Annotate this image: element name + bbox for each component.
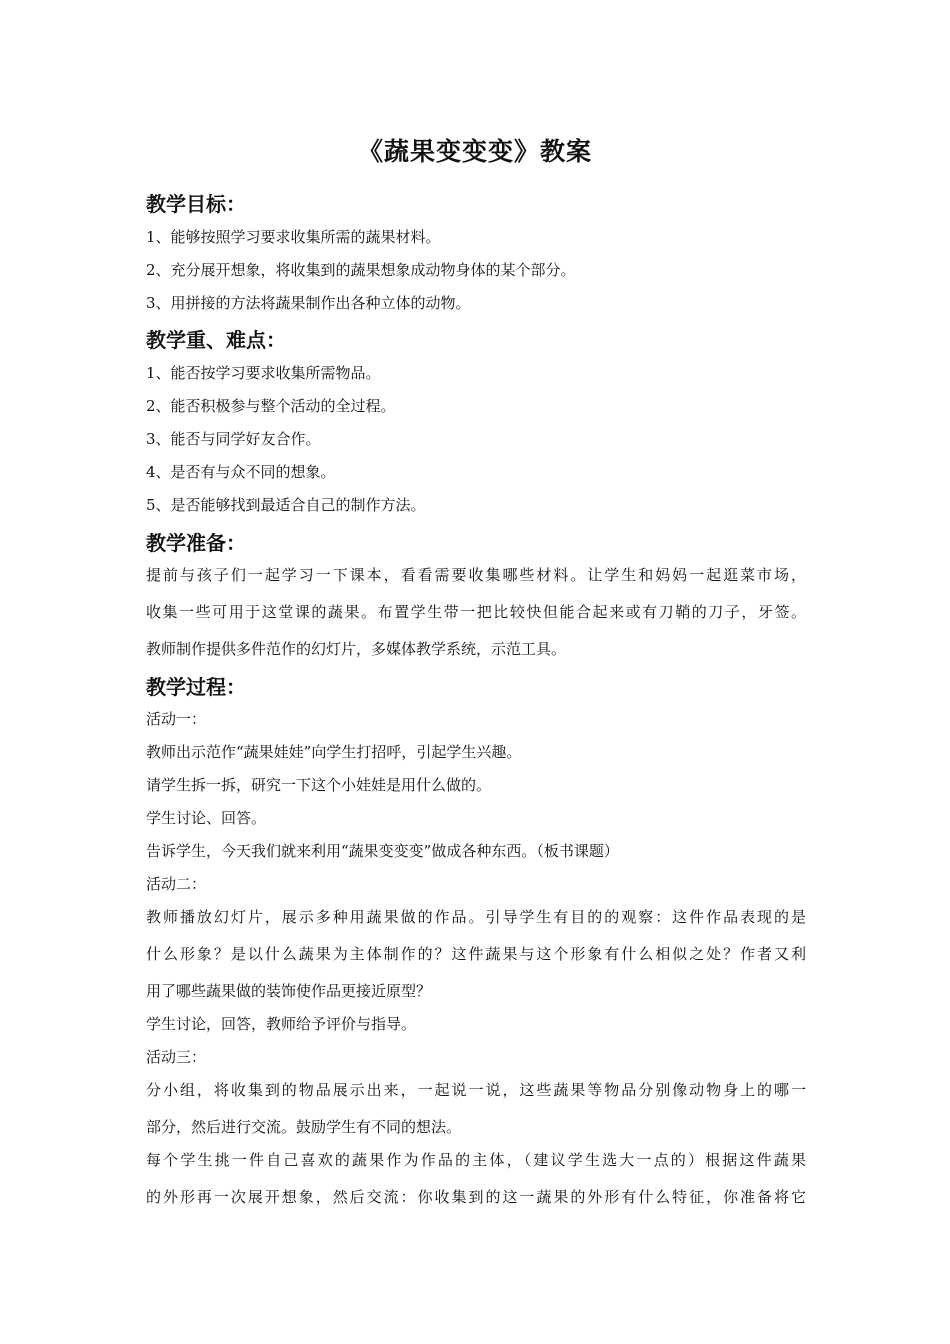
process-line-14: 每个学生挑一件自己喜欢的蔬果作为作品的主体，（建议学生选大一点的）根据这件蔬果 [146,1151,806,1169]
key-item-1: 1、能否按学习要求收集所需物品。 [146,364,381,382]
process-line-11: 活动三： [146,1048,207,1066]
process-line-7: 教师播放幻灯片，展示多种用蔬果做的作品。引导学生有目的的观察：这件作品表现的是 [146,908,806,926]
document-title: 《蔬果变变变》教案 [357,137,592,166]
heading-process: 教学过程： [146,675,246,699]
process-line-10: 学生讨论，回答，教师给予评价与指导。 [146,1015,417,1033]
goal-item-1: 1、能够按照学习要求收集所需的蔬果材料。 [146,228,441,246]
goal-item-2: 2、充分展开想象，将收集到的蔬果想象成动物身体的某个部分。 [146,261,576,279]
heading-preparation: 教学准备： [146,531,246,555]
prep-line-1: 提前与孩子们一起学习一下课本，看看需要收集哪些材料。让学生和妈妈一起逛菜市场， [146,566,806,584]
process-line-12: 分小组，将收集到的物品展示出来，一起说一说，这些蔬果等物品分别像动物身上的哪一 [146,1081,806,1099]
process-line-6: 活动二： [146,875,207,893]
key-item-5: 5、是否能够找到最适合自己的制作方法。 [146,496,426,514]
prep-line-3: 教师制作提供多件范作的幻灯片，多媒体教学系统，示范工具。 [146,640,567,658]
process-line-1: 活动一： [146,710,207,728]
goal-item-3: 3、用拼接的方法将蔬果制作出各种立体的动物。 [146,294,471,312]
process-line-9: 用了哪些蔬果做的装饰使作品更接近原型？ [146,982,432,1000]
process-line-2: 教师出示范作“蔬果娃娃”向学生打招呼，引起学生兴趣。 [146,743,522,761]
heading-key-points: 教学重、难点： [146,328,286,352]
key-item-3: 3、能否与同学好友合作。 [146,430,321,448]
heading-goals: 教学目标： [146,192,246,216]
process-line-4: 学生讨论、回答。 [146,809,267,827]
process-line-8: 什么形象？是以什么蔬果为主体制作的？这件蔬果与这个形象有什么相似之处？作者又利 [146,945,806,963]
process-line-5: 告诉学生，今天我们就来利用“蔬果变变变”做成各种东西。（板书课题） [146,842,619,860]
key-item-4: 4、是否有与众不同的想象。 [146,463,336,481]
process-line-15: 的外形再一次展开想象，然后交流：你收集到的这一蔬果的外形有什么特征，你准备将它 [146,1188,806,1206]
key-item-2: 2、能否积极参与整个活动的全过程。 [146,397,396,415]
process-line-3: 请学生拆一拆，研究一下这个小娃娃是用什么做的。 [146,776,492,794]
prep-line-2: 收集一些可用于这堂课的蔬果。布置学生带一把比较快但能合起来或有刀鞘的刀子，牙签。 [146,603,806,621]
process-line-13: 部分，然后进行交流。鼓励学生有不同的想法。 [146,1118,462,1136]
